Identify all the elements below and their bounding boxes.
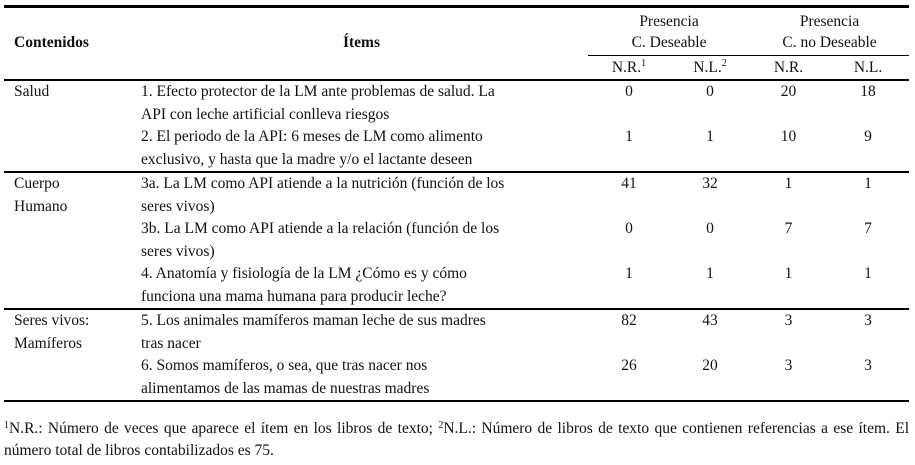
value-cell: 43 — [670, 309, 750, 355]
item-cell: 5. Los animales mamíferos maman leche de sus madres tras nacer — [135, 309, 588, 355]
item-cell: 1. Efecto protector de la LM ante problemas de salud. La API con leche artificial conlleva riesgos — [141, 83, 495, 123]
table-row — [4, 309, 909, 355]
results-table — [4, 5, 909, 402]
value-cell: 20 — [670, 355, 750, 401]
value-cell: 1 — [864, 265, 872, 282]
header-group-no-deseable: Presencia C. no Deseable — [750, 7, 909, 56]
value-cell: 7 — [864, 220, 872, 237]
item-cell: 6. Somos mamíferos, o sea, que tras nacer nos alimentamos de las mamas de nuestras madres — [135, 355, 588, 401]
value-cell: 26 — [588, 355, 670, 401]
value-cell: 0 — [706, 83, 714, 100]
value-cell: 9 — [864, 128, 872, 145]
value-cell: 3 — [827, 309, 909, 355]
value-cell: 3 — [750, 355, 827, 401]
value-cell: 0 — [625, 83, 633, 100]
header-group-deseable: Presencia C. Deseable — [588, 7, 750, 56]
item-cell: 2. El periodo de la API: 6 meses de LM como alimento exclusivo, y hasta que la madre y/o el lactante deseen — [141, 128, 483, 168]
table-row — [4, 80, 909, 126]
category-cell: Cuerpo Humano — [4, 172, 135, 309]
value-cell: 1 — [625, 128, 633, 145]
table-row — [4, 263, 909, 309]
value-cell: 1 — [784, 265, 793, 282]
value-cell: 0 — [706, 220, 714, 237]
table-row — [4, 355, 909, 401]
value-cell: 7 — [784, 220, 793, 237]
value-cell: 0 — [625, 220, 633, 237]
header-contenidos: Contenidos — [4, 7, 135, 81]
header-nr-deseable: N.R.$^1$ — [588, 56, 670, 81]
value-cell: 82 — [588, 309, 670, 355]
value-cell: 1 — [706, 128, 714, 145]
value-cell: 1 — [706, 265, 714, 282]
item-cell: 3a. La LM como API atiende a la nutrición (función de los seres vivos) — [135, 172, 588, 218]
value-cell: 3 — [827, 355, 909, 401]
header-nr-no-deseable: N.R. — [750, 56, 827, 81]
footnote-marker-2: 2 — [438, 420, 444, 431]
footnote-text-2: N.L.: Número de libros de texto que contienen referencias a ese ítem. El número total de libros contabilizados es 75. — [4, 420, 909, 459]
item-cell: 4. Anatomía y fisiología de la LM ¿Cómo es y cómo funciona una mama humana para producir leche? — [141, 265, 467, 305]
footnote-text-1: N.R.: Número de veces que aparece el ítem en los libros de texto; — [9, 420, 439, 437]
category-cell: Seres vivos: Mamíferos — [4, 309, 135, 401]
value-cell: 3 — [750, 309, 827, 355]
table-row — [4, 218, 909, 263]
value-cell: 1 — [750, 172, 827, 218]
header-items: Ítems — [135, 7, 588, 81]
header-nl-no-deseable: N.L. — [827, 56, 909, 81]
value-cell: 1 — [827, 172, 909, 218]
value-cell: 32 — [670, 172, 750, 218]
table-footnote — [4, 418, 909, 462]
table-row — [4, 172, 909, 218]
value-cell: 1 — [625, 265, 633, 282]
results-table-container — [4, 5, 909, 402]
value-cell: 20 — [780, 83, 797, 100]
header-nl-deseable: N.L.$^2$ — [670, 56, 750, 81]
value-cell: 18 — [860, 83, 876, 100]
footnote-marker-1: 1 — [4, 420, 9, 431]
item-cell: 3b. La LM como API atiende a la relación (función de los seres vivos) — [141, 220, 500, 260]
table-row — [4, 126, 909, 172]
value-cell: 41 — [588, 172, 670, 218]
value-cell: 10 — [780, 128, 797, 145]
category-cell: Salud — [14, 83, 50, 100]
